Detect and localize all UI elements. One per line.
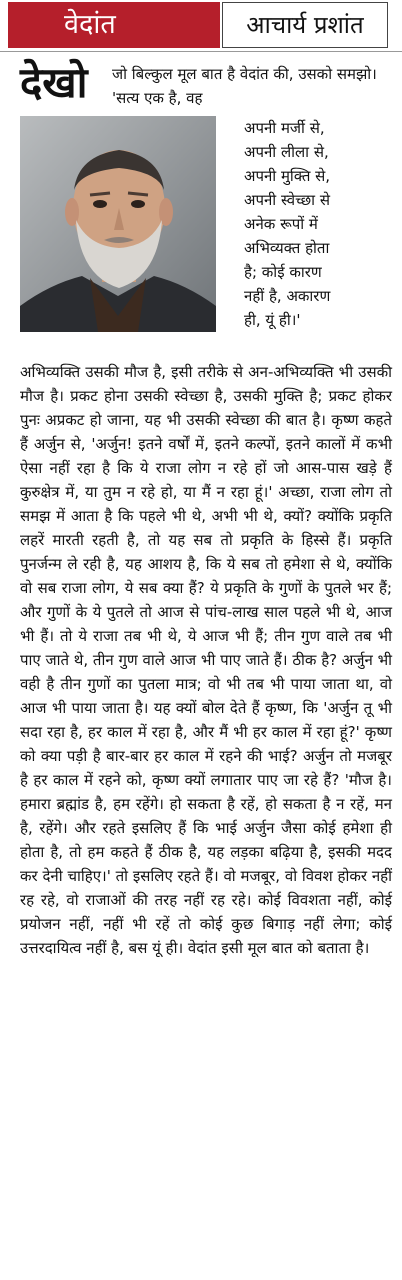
intro-text: जो बिल्कुल मूल बात है वेदांत की, उसको समझो। 'सत्य एक है, वह	[112, 65, 377, 107]
drop-word: देखो	[20, 58, 88, 107]
side-line: ही, यूं ही।'	[244, 311, 301, 329]
side-line: अपनी स्वेच्छा से	[244, 191, 330, 209]
side-line: नहीं है, अकारण	[244, 287, 331, 305]
side-line: अपनी लीला से,	[244, 143, 329, 161]
header-divider	[0, 51, 402, 52]
section-tag: वेदांत	[8, 2, 220, 48]
side-text	[244, 116, 394, 332]
author-name: आचार्य प्रशांत	[222, 2, 388, 48]
side-line: अभिव्यक्त होता	[244, 239, 330, 257]
side-line: है; कोई कारण	[244, 263, 322, 281]
author-portrait-illustration	[20, 116, 216, 332]
side-line: अनेक रूपों में	[244, 215, 318, 233]
side-line: अपनी मुक्ति से,	[244, 167, 331, 185]
header	[0, 0, 402, 52]
author-photo	[20, 116, 216, 332]
side-line: अपनी मर्जी से,	[244, 119, 325, 137]
article-body: अभिव्यक्ति उसकी मौज है, इसी तरीके से अन-अभिव्यक्ति भी उसकी मौज है। प्रकट होना उसकी स्वेच्छा है, उसकी मुक्ति है; प्रकट होकर पुनः अप्रकट हो जाना, यह भी उसकी स्वेच्छा की बात है। कृष्ण कहते हैं अर्जुन से, 'अर्जुन! इतने वर्षों में, इतने कल्पों, इतने कालों में कभी ऐसा नहीं रहा है कि ये राजा लोग न रहे हों जो आस-पास खड़े हैं कुरुक्षेत्र में, या तुम न रहे हो, या मैं न रहा हूं।' अच्छा, राजा लोग तो समझ में आता है कि पहले भी थे, अभी भी थे, क्यों? क्योंकि प्रकृति लहरें मारती रहती है, तो यह सब तो प्रकृति के हिस्से हैं। प्रकृति पुनर्जन्म ले रही है, यह आशय है, कि ये सब तो हमेशा से थे, क्योंकि वो सब राजा लोग, ये सब क्या हैं? ये प्रकृति के गुणों के पुतले भर हैं; और गुणों के ये पुतले तो आज से पांच-लाख साल पहले भी थे, आज भी हैं। तो ये राजा तब भी थे, ये आज भी हैं; तीन गुण वाले तब भी पाए जाते थे, तीन गुण वाले आज भी पाए जाते हैं। ठीक है? अर्जुन भी वही है तीन गुणों का पुतला मात्र; वो भी तब भी पाया जाता था, वो आज भी पाया जाता है। यह क्यों बोल देते हैं कृष्ण, कि 'अर्जुन तू भी सदा रहा है, हर काल में रहा है, और मैं भी हर काल में रहा हूं?' कृष्ण को क्या पड़ी है बार-बार हर काल में रहने की भाई? अर्जुन तो मजबूर है हर काल में रहने को, कृष्ण क्यों लगातार पाए जा रहे हैं? 'मौज है। हमारा ब्रह्मांड है, हम रहेंगे। हो सकता है रहें, हो सकता है न रहें, मन है, रहेंगे। और रहते इसलिए हैं कि भाई अर्जुन जैसा कोई हमेशा ही होता है, तो हम कहते हैं ठीक है, यह लड़का बढ़िया है, इसकी मदद कर देनी चाहिए।' तो इसलिए रहते हैं। वो मजबूर, वो विवश होकर नहीं रह रहे, वो राजाओं की तरह नहीं रह रहे। कोई विवशता नहीं, कोई प्रयोजन नहीं, नहीं भी रहें तो कोई कुछ बिगाड़ नहीं लेगा; कोई उत्तरदायित्व नहीं है, बस यूं ही। वेदांत इसी मूल बात को बताता है।	[20, 363, 393, 957]
